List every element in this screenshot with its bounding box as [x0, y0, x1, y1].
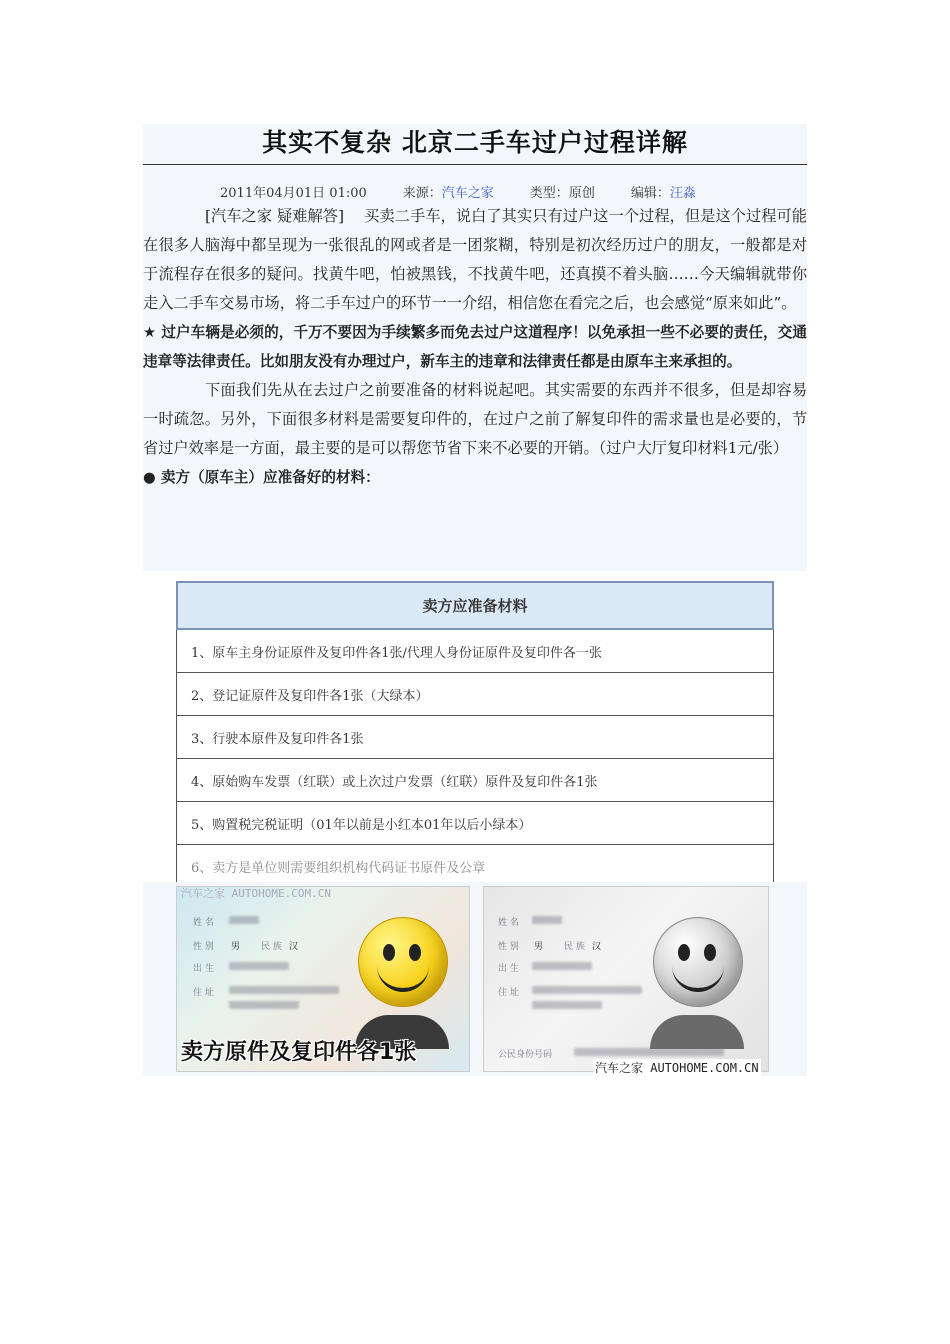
- smiley-face-yellow-icon: [358, 917, 448, 1007]
- type-value: 原创: [568, 186, 595, 201]
- blurred-text: [532, 986, 642, 994]
- table-cell: 5、购置税完税证明（01年以前是小红本01年以后小绿本）: [176, 802, 774, 845]
- field-ethnic-value: 汉: [592, 942, 602, 952]
- materials-table-wrap: [176, 581, 774, 888]
- table-row: [176, 673, 774, 716]
- id-card-original: [176, 886, 470, 1072]
- field-address: 住 址: [193, 988, 214, 998]
- field-name: 姓 名: [498, 918, 519, 928]
- table-header: 卖方应准备材料: [176, 581, 774, 630]
- smiley-face-gray-icon: [653, 917, 743, 1007]
- watermark-top: 汽车之家 AUTOHOME.COM.CN: [181, 887, 331, 900]
- materials-table: [176, 581, 774, 888]
- source-label: 来源：: [402, 186, 442, 201]
- source-link[interactable]: 汽车之家: [441, 186, 494, 201]
- portrait-shoulders: [650, 1015, 744, 1049]
- blurred-text: [532, 916, 562, 924]
- field-name: 姓 名: [193, 918, 214, 928]
- star-icon: ★: [143, 324, 157, 341]
- type-label: 类型：: [529, 186, 569, 201]
- table-cell: 4、原始购车发票（红联）或上次过户发票（红联）原件及复印件各1张: [176, 759, 774, 802]
- field-sex-value: 男: [231, 942, 241, 952]
- note-paragraph: [143, 318, 807, 376]
- blurred-text: [229, 962, 289, 970]
- editor-link[interactable]: 汪淼: [669, 186, 696, 201]
- article: [143, 124, 807, 571]
- blurred-text: [574, 1048, 724, 1056]
- materials-paragraph: 下面我们先从在去过户之前要准备的材料说起吧。其实需要的东西并不很多，但是却容易一时疏忽。另外，下面很多材料是需要复印件的，在过户之前了解复印件的需求量也是必要的，节省过户效率是一方面，最主要的是可以帮您节省下来不必要的开销。（过户大厅复印材料1元/张）: [143, 381, 807, 457]
- table-cell: 3、行驶本原件及复印件各1张: [176, 716, 774, 759]
- table-row: [176, 802, 774, 845]
- table-cell: 6、卖方是单位则需要组织机构代码证书原件及公章: [176, 845, 774, 888]
- article-title: 其实不复杂 北京二手车过户过程详解: [143, 124, 807, 165]
- field-ethnic: 民 族: [564, 942, 585, 952]
- table-cell: 1、原车主身份证原件及复印件各1张/代理人身份证原件及复印件各一张: [176, 630, 774, 673]
- blurred-text: [532, 962, 592, 970]
- caption-original-and-copy: 卖方原件及复印件各1张: [181, 1040, 417, 1065]
- field-sex: 性 别: [193, 942, 214, 952]
- note-text: 过户车辆是必须的，千万不要因为手续繁多而免去过户这道程序！以免承担一些不必要的责任，交通违章等法律责任。比如朋友没有办理过户，新车主的违章和法律责任都是由原车主来承担的。: [143, 324, 807, 370]
- watermark-bottom: 汽车之家 AUTOHOME.COM.CN: [595, 1061, 759, 1075]
- field-sex-value: 男: [534, 942, 544, 952]
- field-ethnic-value: 汉: [289, 942, 299, 952]
- field-address: 住 址: [498, 988, 519, 998]
- table-row: [176, 759, 774, 802]
- bullet-icon: ●: [143, 469, 156, 486]
- id-card-photo: [143, 882, 807, 1076]
- field-ethnic: 民 族: [261, 942, 282, 952]
- field-id-number: 公民身份号码: [498, 1050, 553, 1060]
- section-heading-text: 卖方（原车主）应准备好的材料：: [155, 469, 380, 486]
- intro-paragraph: [汽车之家 疑难解答] 买卖二手车，说白了其实只有过户这一个过程，但是这个过程可能在很多人脑海中都呈现为一张很乱的网或者是一团浆糊，特别是初次经历过户的朋友，一般都是对于流程存在很多的疑问。找黄牛吧，怕被黑钱，不找黄牛吧，还真摸不着头脑……今天编辑就带你走入二手车交易市场，将二手车过户的环节一一介绍，相信您在看完之后，也会感觉“原来如此”。: [143, 207, 807, 312]
- blurred-text: [532, 1001, 602, 1009]
- editor-label: 编辑：: [630, 186, 670, 201]
- field-birth: 出 生: [193, 964, 214, 974]
- table-row: [176, 716, 774, 759]
- blurred-text: [229, 1001, 299, 1009]
- publish-date: 2011年04月01日 01:00: [220, 186, 367, 201]
- blurred-text: [229, 916, 259, 924]
- field-birth: 出 生: [498, 964, 519, 974]
- article-meta: [143, 182, 807, 201]
- table-row: [176, 630, 774, 673]
- blurred-text: [229, 986, 339, 994]
- id-card-photocopy: [483, 886, 769, 1072]
- table-cell: 2、登记证原件及复印件各1张（大绿本）: [176, 673, 774, 716]
- section-heading: [143, 463, 807, 492]
- field-sex: 性 别: [498, 942, 519, 952]
